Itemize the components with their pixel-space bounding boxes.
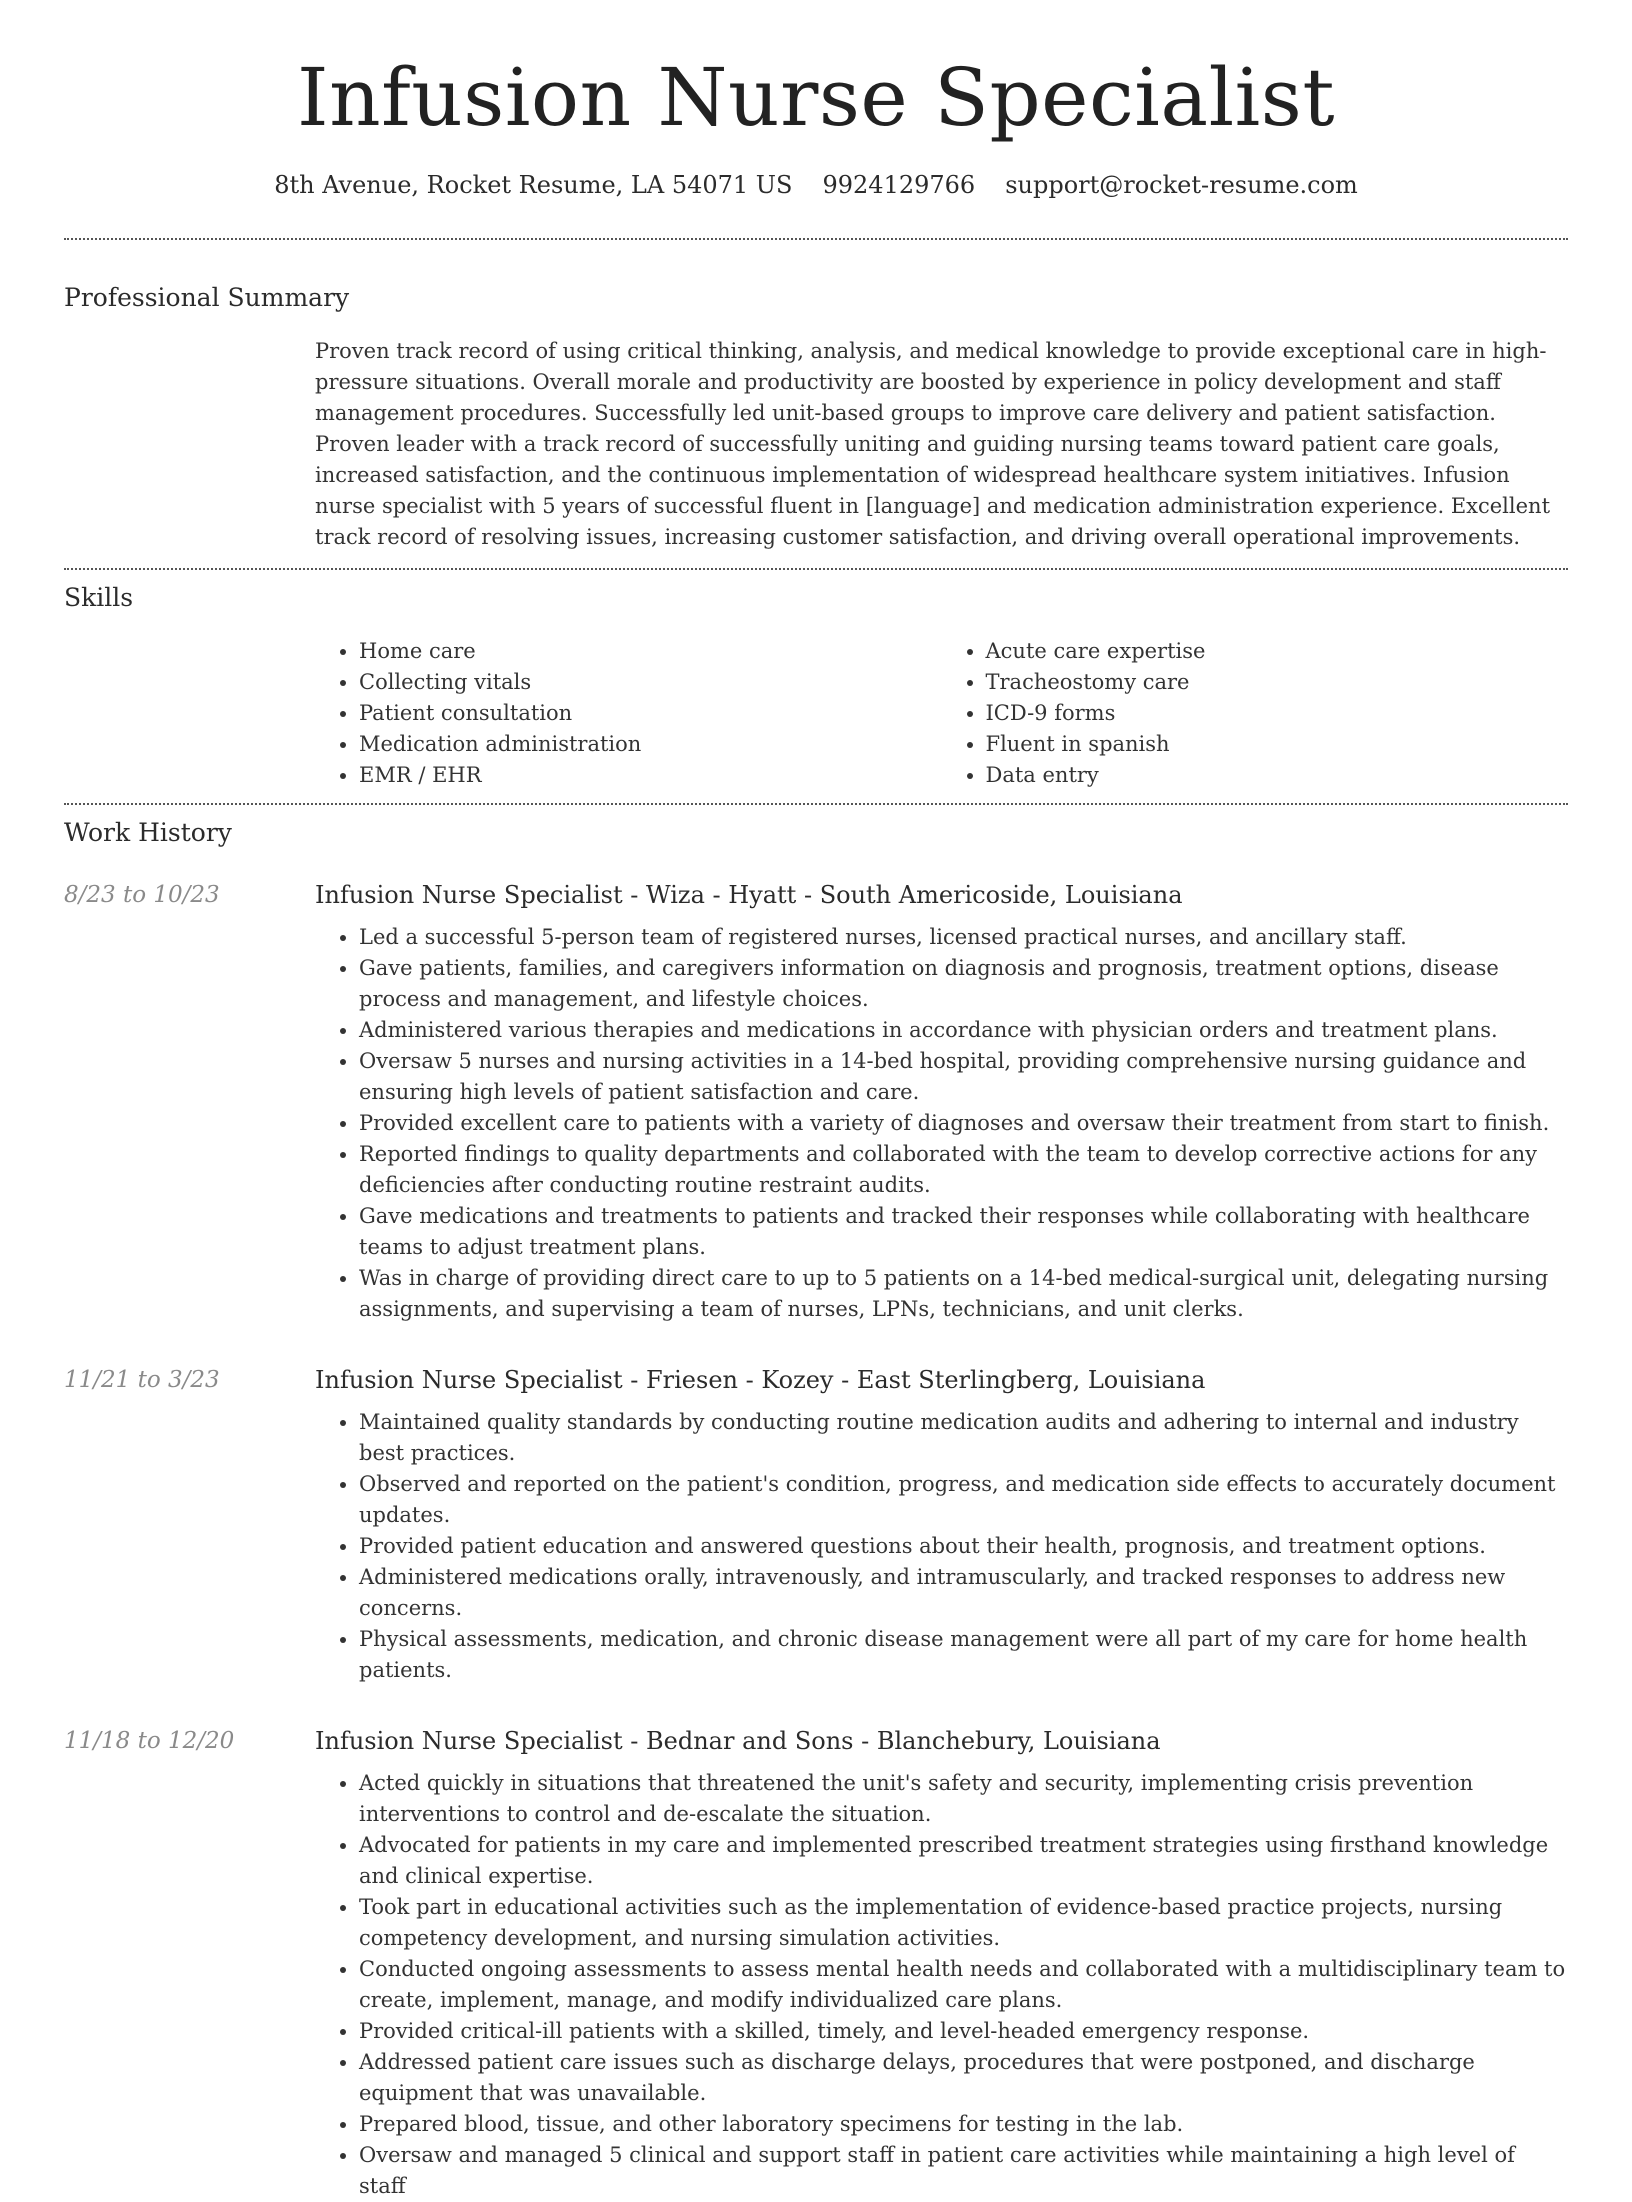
summary-heading: Professional Summary — [64, 283, 350, 312]
job-bullet-list — [315, 922, 1568, 1325]
skill-item: • ICD-9 forms — [986, 698, 1569, 729]
job-bullet: • Provided excellent care to patients with a variety of diagnoses and oversaw their treatment from start to finish. — [359, 1108, 1568, 1139]
job-body — [315, 1362, 1568, 1686]
resume-name: Infusion Nurse Specialist — [297, 51, 1335, 144]
job-bullet: • Physical assessments, medication, and chronic disease management were all part of my care for home health patients. — [359, 1624, 1568, 1686]
resume-page — [64, 0, 1568, 2202]
job-bullet: • Took part in educational activities such as the implementation of evidence-based practice projects, nursing competency development, and nursing simulation activities. — [359, 1892, 1568, 1954]
skills-heading: Skills — [64, 583, 134, 612]
contact-address: 8th Avenue, Rocket Resume, LA 54071 US — [274, 171, 793, 199]
job-dates: 11/21 to 3/23 — [64, 1367, 220, 1393]
job-entry — [64, 1362, 1568, 1686]
job-bullet: • Reported findings to quality departments and collaborated with the team to develop corrective actions for any deficiencies after conducting routine restraint audits. — [359, 1139, 1568, 1201]
skill-item: • Acute care expertise — [986, 636, 1569, 667]
contact-line — [64, 170, 1568, 200]
job-bullet: • Gave patients, families, and caregivers information on diagnosis and prognosis, treatment options, disease process and management, and lifestyle choices. — [359, 953, 1568, 1015]
job-title: Infusion Nurse Specialist - Bednar and Sons - Blanchebury, Louisiana — [315, 1727, 1161, 1755]
contact-phone: 9924129766 — [822, 171, 976, 199]
skill-item: • Collecting vitals — [359, 667, 942, 698]
job-body — [315, 1723, 1568, 2202]
header-divider — [64, 238, 1568, 240]
job-bullet: • Acted quickly in situations that threatened the unit's safety and security, implementing crisis prevention interventions to control and de-escalate the situation. — [359, 1768, 1568, 1830]
summary-text: Proven track record of using critical thinking, analysis, and medical knowledge to provide exceptional care in high-pressure situations. Overall morale and productivity are boosted by experience in policy development and staff management procedures. Successfully led unit-based groups to improve care delivery and patient satisfaction. Proven leader with a track record of successfully uniting and guiding nursing teams toward patient care goals, increased satisfaction, and the continuous implementation of widespread healthcare system initiatives. Infusion nurse specialist with 5 years of successful fluent in [language] and medication administration experience. Excellent track record of resolving issues, increasing customer satisfaction, and driving overall operational improvements. — [315, 339, 1551, 549]
job-title: Infusion Nurse Specialist - Friesen - Kozey - East Sterlingberg, Louisiana — [315, 1366, 1206, 1394]
job-bullet: • Led a successful 5-person team of registered nurses, licensed practical nurses, and ancillary staff. — [359, 922, 1568, 953]
skill-item: • Data entry — [986, 760, 1569, 791]
skills-right-column — [942, 636, 1569, 791]
job-bullet: • Provided critical-ill patients with a skilled, timely, and level-headed emergency response. — [359, 2016, 1568, 2047]
skills-left-column — [315, 636, 942, 791]
job-title: Infusion Nurse Specialist - Wiza - Hyatt - South Americoside, Louisiana — [315, 881, 1183, 909]
job-bullet: • Prepared blood, tissue, and other laboratory specimens for testing in the lab. — [359, 2109, 1568, 2140]
summary-divider — [64, 568, 1568, 570]
job-dates: 8/23 to 10/23 — [64, 882, 220, 908]
job-bullet: • Administered medications orally, intravenously, and intramuscularly, and tracked responses to address new concerns. — [359, 1562, 1568, 1624]
job-bullet: • Addressed patient care issues such as discharge delays, procedures that were postponed, and discharge equipment that was unavailable. — [359, 2047, 1568, 2109]
skill-item: • Medication administration — [359, 729, 942, 760]
job-bullet: • Was in charge of providing direct care to up to 5 patients on a 14-bed medical-surgical unit, delegating nursing assignments, and supervising a team of nurses, LPNs, technicians, and unit clerks. — [359, 1263, 1568, 1325]
job-bullet: • Advocated for patients in my care and implemented prescribed treatment strategies using firsthand knowledge and clinical expertise. — [359, 1830, 1568, 1892]
job-bullet: • Gave medications and treatments to patients and tracked their responses while collaborating with healthcare teams to adjust treatment plans. — [359, 1201, 1568, 1263]
job-dates: 11/18 to 12/20 — [64, 1728, 235, 1754]
work-history-heading: Work History — [64, 818, 232, 847]
job-bullet: • Oversaw and managed 5 clinical and support staff in patient care activities while maintaining a high level of staff — [359, 2140, 1568, 2202]
job-bullet: • Conducted ongoing assessments to assess mental health needs and collaborated with a multidisciplinary team to create, implement, manage, and modify individualized care plans. — [359, 1954, 1568, 2016]
skill-item: • Patient consultation — [359, 698, 942, 729]
job-bullet: • Maintained quality standards by conducting routine medication audits and adhering to internal and industry best practices. — [359, 1407, 1568, 1469]
job-entry — [64, 1723, 1568, 2202]
job-bullet-list — [315, 1407, 1568, 1686]
job-bullet: • Observed and reported on the patient's condition, progress, and medication side effects to accurately document updates. — [359, 1469, 1568, 1531]
job-body — [315, 877, 1568, 1325]
skills-divider — [64, 803, 1568, 805]
job-bullet-list — [315, 1768, 1568, 2202]
job-bullet: • Provided patient education and answered questions about their health, prognosis, and treatment options. — [359, 1531, 1568, 1562]
job-bullet: • Oversaw 5 nurses and nursing activities in a 14-bed hospital, providing comprehensive nursing guidance and ensuring high levels of patient satisfaction and care. — [359, 1046, 1568, 1108]
job-entry — [64, 877, 1568, 1325]
skill-item: • Fluent in spanish — [986, 729, 1569, 760]
skills-grid — [315, 636, 1568, 791]
job-bullet: • Administered various therapies and medications in accordance with physician orders and treatment plans. — [359, 1015, 1568, 1046]
skill-item: • Tracheostomy care — [986, 667, 1569, 698]
skill-item: • EMR / EHR — [359, 760, 942, 791]
contact-email: support@rocket-resume.com — [1005, 171, 1358, 199]
skill-item: • Home care — [359, 636, 942, 667]
